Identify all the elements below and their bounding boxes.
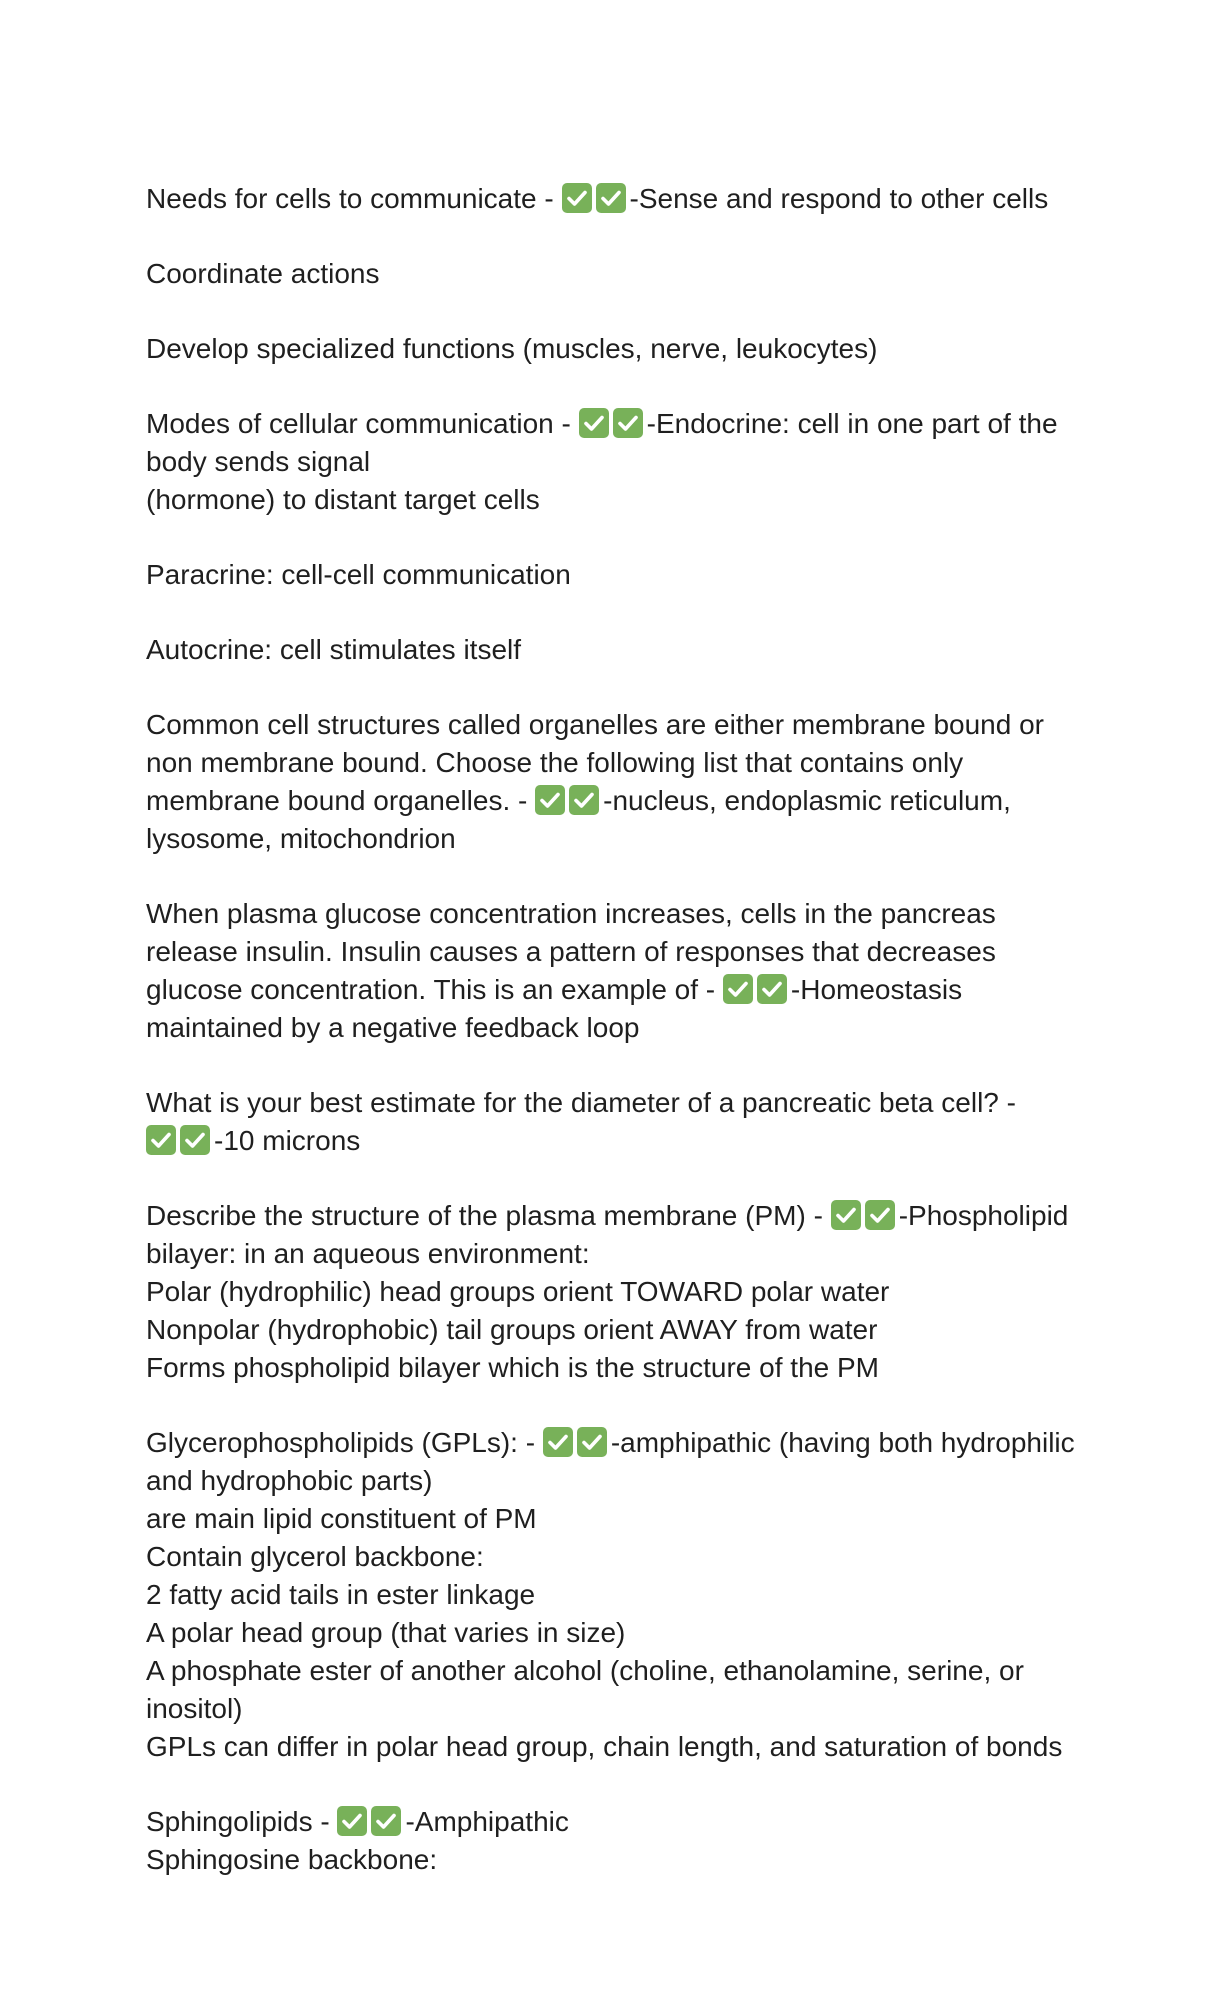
answer-marker <box>562 180 630 218</box>
body-text: body sends signal <box>146 446 371 477</box>
paragraph-gap <box>146 519 1106 556</box>
paragraph-gap <box>146 1766 1106 1803</box>
text-line <box>146 1500 1106 1538</box>
answer-text: -Endocrine: cell in one part of the <box>646 408 1058 439</box>
check-mark-button-icon <box>543 1427 573 1457</box>
body-text: Forms phospholipid bilayer which is the structure of the PM <box>146 1352 879 1383</box>
text-line <box>146 1841 1106 1879</box>
text-line <box>146 706 1106 744</box>
answer-marker <box>146 1122 214 1160</box>
text-line <box>146 180 1106 218</box>
answer-marker <box>337 1803 405 1841</box>
check-mark-button-icon <box>757 974 787 1004</box>
paragraph-gap <box>146 1160 1106 1197</box>
check-mark-button-icon <box>723 974 753 1004</box>
paragraph-gap <box>146 594 1106 631</box>
answer-text: -nucleus, endoplasmic reticulum, <box>603 785 1011 816</box>
text-line <box>146 971 1106 1009</box>
check-mark-button-icon <box>535 785 565 815</box>
body-text: (hormone) to distant target cells <box>146 484 540 515</box>
question-text: Needs for cells to communicate - <box>146 183 562 214</box>
body-text: When plasma glucose concentration increases, cells in the pancreas <box>146 898 996 929</box>
text-line <box>146 1690 1106 1728</box>
paragraph-gap <box>146 1047 1106 1084</box>
text-line <box>146 556 1106 594</box>
answer-marker <box>543 1424 611 1462</box>
answer-text: -Sense and respond to other cells <box>629 183 1049 214</box>
paragraph <box>146 255 1106 293</box>
text-line <box>146 820 1106 858</box>
answer-text: -10 microns <box>214 1125 361 1156</box>
paragraph <box>146 631 1106 669</box>
body-text: release insulin. Insulin causes a pattern of responses that decreases <box>146 936 996 967</box>
text-line <box>146 1084 1106 1122</box>
body-text: and hydrophobic parts) <box>146 1465 433 1496</box>
body-text: Sphingosine backbone: <box>146 1844 438 1875</box>
paragraph-gap <box>146 293 1106 330</box>
text-line <box>146 1424 1106 1462</box>
paragraph-gap <box>146 218 1106 255</box>
check-mark-button-icon <box>596 183 626 213</box>
body-text: bilayer: in an aqueous environment: <box>146 1238 590 1269</box>
document-body <box>146 180 1106 1879</box>
check-mark-button-icon <box>613 408 643 438</box>
text-line <box>146 1728 1106 1766</box>
body-text: Coordinate actions <box>146 258 380 289</box>
text-line <box>146 1538 1106 1576</box>
question-text: Describe the structure of the plasma membrane (PM) - <box>146 1200 831 1231</box>
answer-marker <box>723 971 791 1009</box>
paragraph <box>146 1424 1106 1766</box>
body-text: Contain glycerol backbone: <box>146 1541 484 1572</box>
question-text: glucose concentration. This is an example of - <box>146 974 723 1005</box>
paragraph <box>146 895 1106 1047</box>
paragraph <box>146 556 1106 594</box>
body-text: A phosphate ester of another alcohol (choline, ethanolamine, serine, or <box>146 1655 1024 1686</box>
paragraph-gap <box>146 368 1106 405</box>
paragraph <box>146 1084 1106 1160</box>
text-line <box>146 1349 1106 1387</box>
paragraph <box>146 405 1106 519</box>
text-line <box>146 1009 1106 1047</box>
text-line <box>146 1803 1106 1841</box>
body-text: inositol) <box>146 1693 243 1724</box>
body-text: Paracrine: cell-cell communication <box>146 559 571 590</box>
body-text: maintained by a negative feedback loop <box>146 1012 640 1043</box>
body-text: lysosome, mitochondrion <box>146 823 456 854</box>
check-mark-button-icon <box>337 1806 367 1836</box>
text-line <box>146 1652 1106 1690</box>
text-line <box>146 481 1106 519</box>
check-mark-button-icon <box>180 1125 210 1155</box>
body-text: Nonpolar (hydrophobic) tail groups orient AWAY from water <box>146 1314 878 1345</box>
body-text: are main lipid constituent of PM <box>146 1503 537 1534</box>
text-line <box>146 1273 1106 1311</box>
text-line <box>146 255 1106 293</box>
question-text: Glycerophospholipids (GPLs): - <box>146 1427 543 1458</box>
text-line <box>146 631 1106 669</box>
check-mark-button-icon <box>579 408 609 438</box>
check-mark-button-icon <box>577 1427 607 1457</box>
check-mark-button-icon <box>831 1200 861 1230</box>
paragraph <box>146 1803 1106 1879</box>
check-mark-button-icon <box>562 183 592 213</box>
text-line <box>146 1311 1106 1349</box>
body-text: Polar (hydrophilic) head groups orient TOWARD polar water <box>146 1276 890 1307</box>
text-line <box>146 1235 1106 1273</box>
text-line <box>146 744 1106 782</box>
question-text: Sphingolipids - <box>146 1806 338 1837</box>
body-text: Common cell structures called organelles are either membrane bound or <box>146 709 1044 740</box>
text-line <box>146 895 1106 933</box>
paragraph <box>146 1197 1106 1387</box>
answer-text: -Homeostasis <box>790 974 963 1005</box>
paragraph-gap <box>146 1387 1106 1424</box>
check-mark-button-icon <box>569 785 599 815</box>
text-line <box>146 330 1106 368</box>
text-line <box>146 1122 1106 1160</box>
body-text: non membrane bound. Choose the following list that contains only <box>146 747 964 778</box>
text-line <box>146 782 1106 820</box>
body-text: 2 fatty acid tails in ester linkage <box>146 1579 536 1610</box>
body-text: GPLs can differ in polar head group, chain length, and saturation of bonds <box>146 1731 1063 1762</box>
text-line <box>146 1576 1106 1614</box>
body-text: What is your best estimate for the diameter of a pancreatic beta cell? - <box>146 1087 1016 1118</box>
paragraph-gap <box>146 858 1106 895</box>
check-mark-button-icon <box>146 1125 176 1155</box>
answer-marker <box>535 782 603 820</box>
answer-text: -Amphipathic <box>405 1806 569 1837</box>
text-line <box>146 405 1106 443</box>
text-line <box>146 443 1106 481</box>
answer-text: -Phospholipid <box>898 1200 1069 1231</box>
body-text: Develop specialized functions (muscles, nerve, leukocytes) <box>146 333 878 364</box>
check-mark-button-icon <box>371 1806 401 1836</box>
body-text: Autocrine: cell stimulates itself <box>146 634 522 665</box>
text-line <box>146 1614 1106 1652</box>
paragraph <box>146 706 1106 858</box>
answer-text: -amphipathic (having both hydrophilic <box>610 1427 1075 1458</box>
text-line <box>146 1197 1106 1235</box>
text-line <box>146 933 1106 971</box>
answer-marker <box>579 405 647 443</box>
question-text: membrane bound organelles. - <box>146 785 536 816</box>
paragraph-gap <box>146 669 1106 706</box>
check-mark-button-icon <box>865 1200 895 1230</box>
paragraph <box>146 330 1106 368</box>
question-text: Modes of cellular communication - <box>146 408 579 439</box>
body-text: A polar head group (that varies in size) <box>146 1617 626 1648</box>
paragraph <box>146 180 1106 218</box>
text-line <box>146 1462 1106 1500</box>
answer-marker <box>831 1197 899 1235</box>
